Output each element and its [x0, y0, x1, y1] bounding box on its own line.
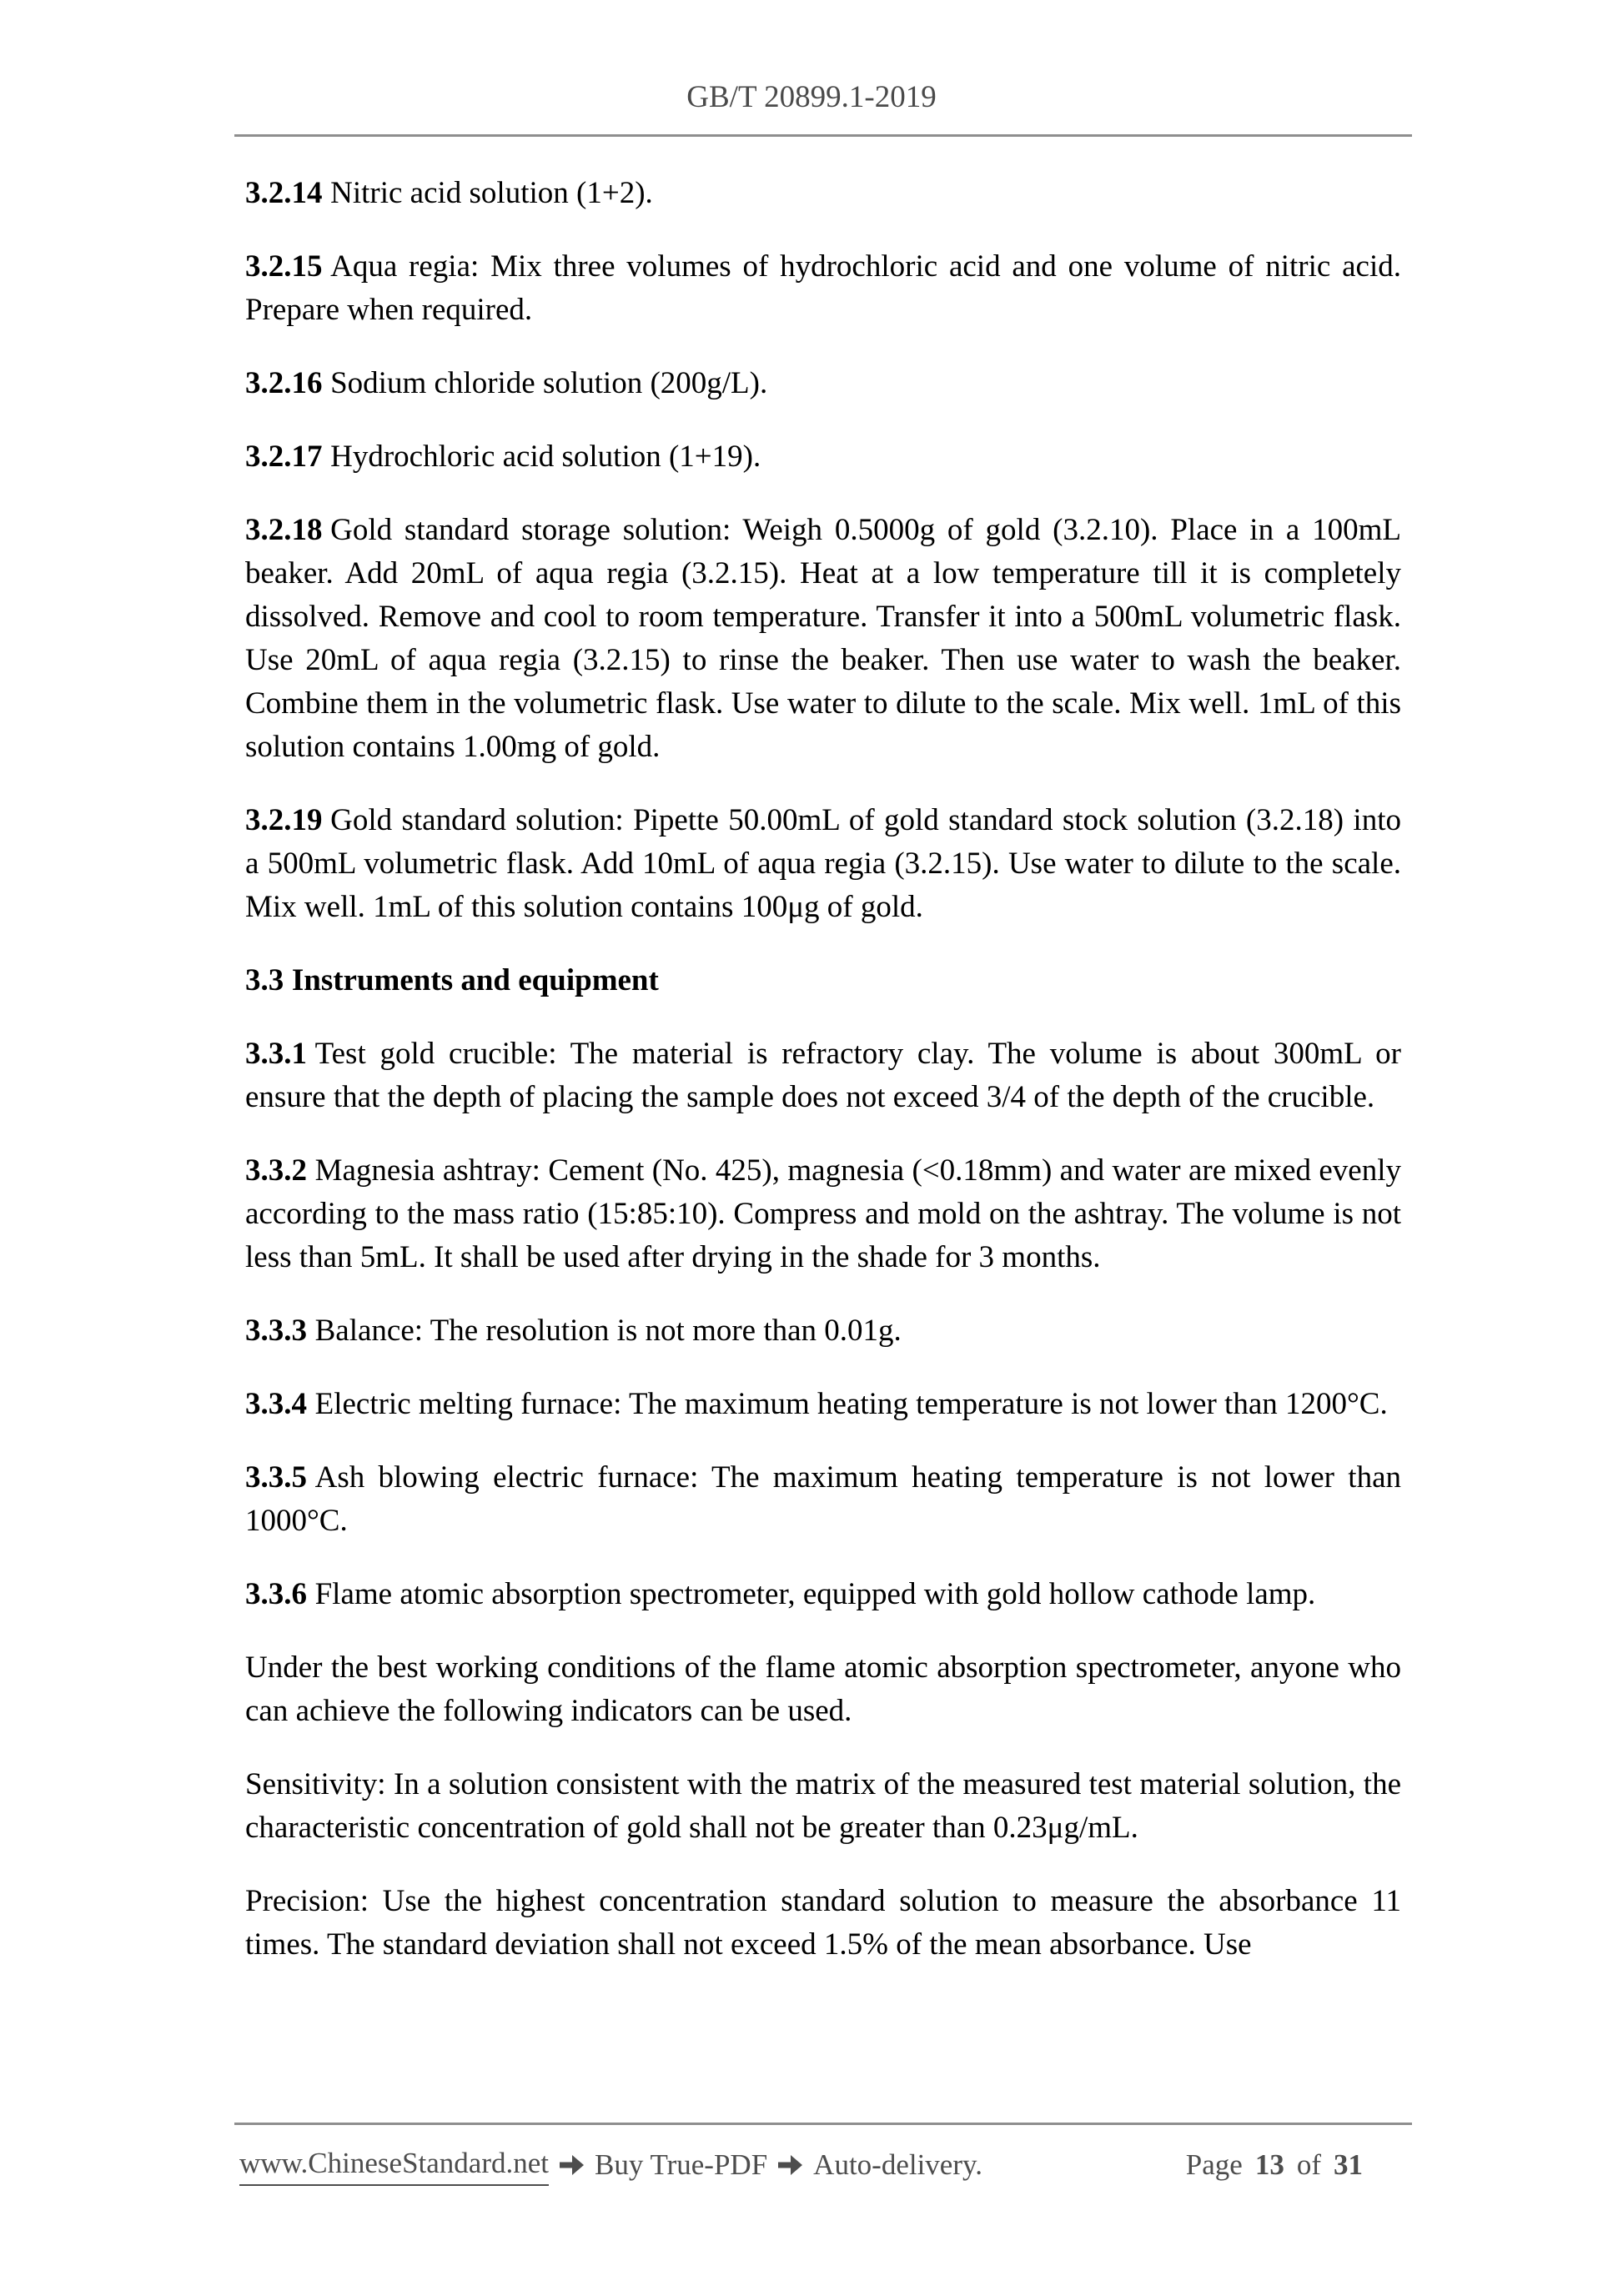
page-header-doc-number: GB/T 20899.1-2019 — [686, 80, 937, 114]
paragraph-text: Gold standard solution: Pipette 50.00mL of gold standard stock solution (3.2.18) into a 500mL volumetric flask. Add 10mL of aqua regia (3.2.15). Use water to dilute to the scale. Mix well. 1mL of this solution contains 100μg of gold. — [245, 803, 1401, 924]
paragraph-text: Magnesia ashtray: Cement (No. 425), magnesia (<0.18mm) and water are mixed evenly according to the mass ratio (15:85:10). Compress and mold on the ashtray. The volume is not less than 5mL. It shall be used after drying in the shade for 3 months. — [245, 1153, 1401, 1274]
paragraph-text: Gold standard storage solution: Weigh 0.5000g of gold (3.2.10). Place in a 100mL beaker. Add 20mL of aqua regia (3.2.15). Heat at a low temperature till it is completely dissolved. Remove and cool to room temperature. Transfer it into a 500mL volumetric flask. Use 20mL of aqua regia (3.2.15) to rinse the beaker. Then use water to wash the beaker. Combine them in the volumetric flask. Use water to dilute to the scale. Mix well. 1mL of this solution contains 1.00mg of gold. — [245, 513, 1401, 764]
section-number: 3.2.17 — [245, 440, 323, 474]
paragraph-text: Nitric acid solution (1+2). — [330, 176, 653, 210]
footer-action-delivery: Auto-delivery. — [813, 2148, 982, 2181]
paragraph-3-2-16 — [245, 362, 1401, 405]
footer — [239, 2144, 1408, 2186]
website-link[interactable]: www.ChineseStandard.net — [239, 2144, 549, 2186]
section-number: 3.2.16 — [245, 366, 323, 400]
section-number: 3.3.2 — [245, 1153, 307, 1188]
paragraph-3-3-1 — [245, 1032, 1401, 1119]
paragraph-text: Test gold crucible: The material is refractory clay. The volume is about 300mL or ensure that the depth of placing the sample does not exceed 3/4 of the depth of the crucible. — [245, 1037, 1401, 1114]
footer-action-buy: Buy True-PDF — [595, 2148, 768, 2181]
section-heading-text: Instruments and equipment — [291, 963, 659, 997]
paragraph-3-2-15 — [245, 245, 1401, 332]
paragraph-text: Balance: The resolution is not more than 0.01g. — [314, 1314, 902, 1348]
footer-left — [239, 2144, 982, 2186]
paragraph-text: Hydrochloric acid solution (1+19). — [330, 440, 761, 474]
paragraph-text: Aqua regia: Mix three volumes of hydrochloric acid and one volume of nitric acid. Prepare when required. — [245, 249, 1401, 327]
section-number: 3.3.1 — [245, 1037, 307, 1071]
footer-divider — [234, 2123, 1412, 2125]
right-arrow-icon — [560, 2154, 584, 2176]
section-number: 3.3.3 — [245, 1314, 307, 1348]
paragraph-3-2-18 — [245, 509, 1401, 769]
paragraph-text: Ash blowing electric furnace: The maximum heating temperature is not lower than 1000°C. — [245, 1460, 1401, 1538]
paragraph-precision — [245, 1880, 1401, 1967]
paragraph-working-conditions — [245, 1646, 1401, 1733]
paragraph-text: Flame atomic absorption spectrometer, equipped with gold hollow cathode lamp. — [314, 1577, 1316, 1611]
paragraph-text: Sensitivity: In a solution consistent with the matrix of the measured test material solution, the characteristic concentration of gold shall not be greater than 0.23μg/mL. — [245, 1767, 1401, 1845]
paragraph-3-3-6 — [245, 1573, 1401, 1616]
page-indicator — [1186, 2146, 1408, 2184]
document-body — [245, 172, 1401, 1967]
paragraph-text: Under the best working conditions of the flame atomic absorption spectrometer, anyone who can achieve the following indicators can be used. — [245, 1650, 1401, 1728]
paragraph-3-3-2 — [245, 1149, 1401, 1279]
paragraph-3-2-19 — [245, 799, 1401, 929]
paragraph-text: Sodium chloride solution (200g/L). — [330, 366, 768, 400]
header-divider — [234, 134, 1412, 137]
page-total: 31 — [1334, 2148, 1363, 2181]
right-arrow-icon — [778, 2154, 802, 2176]
paragraph-text: Precision: Use the highest concentration standard solution to measure the absorbance 11 times. The standard deviation shall not exceed 1.5% of the mean absorbance. Use — [245, 1884, 1401, 1962]
page-label: Page — [1185, 2148, 1243, 2181]
section-number: 3.3 — [245, 963, 284, 997]
paragraph-sensitivity — [245, 1763, 1401, 1850]
page-current: 13 — [1254, 2148, 1284, 2181]
paragraph-3-3-5 — [245, 1456, 1401, 1543]
section-number: 3.3.4 — [245, 1387, 307, 1421]
section-number: 3.3.6 — [245, 1577, 307, 1611]
paragraph-3-2-17 — [245, 435, 1401, 479]
paragraph-text: Electric melting furnace: The maximum heating temperature is not lower than 1200°C. — [314, 1387, 1388, 1421]
section-number: 3.2.19 — [245, 803, 323, 837]
paragraph-3-2-14 — [245, 172, 1401, 215]
section-number: 3.2.18 — [245, 513, 323, 547]
paragraph-3-3-4 — [245, 1383, 1401, 1426]
section-heading-3-3 — [245, 959, 1401, 1002]
paragraph-3-3-3 — [245, 1309, 1401, 1353]
of-label: of — [1296, 2148, 1321, 2181]
section-number: 3.3.5 — [245, 1460, 307, 1495]
section-number: 3.2.15 — [245, 249, 323, 284]
section-number: 3.2.14 — [245, 176, 323, 210]
